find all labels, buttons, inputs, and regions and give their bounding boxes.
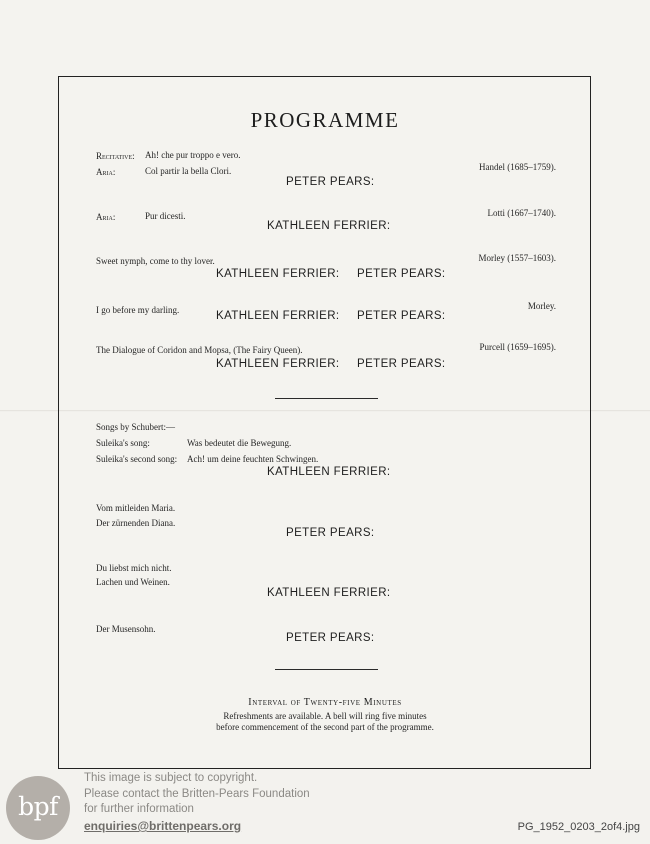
darling-title: I go before my darling. [96,305,180,315]
musensohn-performer: PETER PEARS: [286,632,375,644]
copyright-line-1: This image is subject to copyright. [84,772,258,784]
suleika-performer: KATHLEEN FERRIER: [267,466,391,478]
schubert-heading: Songs by Schubert:— [96,422,176,432]
liebst-performer: KATHLEEN FERRIER: [267,587,391,599]
section-divider-2 [275,669,378,670]
suleika1-label: Suleika's song: [96,438,150,448]
copyright-line-2: Please contact the Britten-Pears Foundation [84,788,310,800]
aria1-text: Col partir la bella Clori. [145,166,232,176]
aria2-text: Pur dicesti. [145,211,186,221]
sweet-nymph-title: Sweet nymph, come to thy lover. [96,256,215,266]
darling-performer-b: PETER PEARS: [357,310,446,322]
sweet-nymph-performer-b: PETER PEARS: [357,268,446,280]
suleika1-text: Was bedeutet die Bewegung. [187,438,292,448]
aria1-performer: PETER PEARS: [286,176,375,188]
dialogue-performer-b: PETER PEARS: [357,358,446,370]
copyright-line-3: for further information [84,803,194,815]
page-title: PROGRAMME [250,108,400,132]
interval-line-2: before commencement of the second part of the programme. [216,722,434,732]
contact-email-link[interactable]: enquiries@brittenpears.org [84,819,242,833]
aria2-performer: KATHLEEN FERRIER: [267,220,391,232]
darling-composer: Morley. [527,301,556,311]
dialogue-composer: Purcell (1659–1695). [479,342,556,352]
dialogue-title: The Dialogue of Coridon and Mopsa, (The Fairy Queen). [96,345,303,355]
aria1-label: Aria: [96,167,116,177]
sweet-nymph-composer: Morley (1557–1603). [478,253,556,263]
aria1-composer: Handel (1685–1759). [479,162,556,172]
liebst-title: Du liebst mich nicht. [96,563,172,573]
section-divider-1 [275,398,378,399]
musensohn-title: Der Musensohn. [96,624,156,634]
interval-heading: Interval of Twenty-five Minutes [248,697,402,708]
aria2-composer: Lotti (1667–1740). [487,208,556,218]
lachen-title: Lachen und Weinen. [96,577,170,587]
mitleiden-title: Vom mitleiden Maria. [96,503,176,513]
recitative-text: Ah! che pur troppo e vero. [145,150,241,160]
suleika2-text: Ach! um deine feuchten Schwingen. [187,454,319,464]
aria2-label: Aria: [96,212,116,222]
sweet-nymph-performer-a: KATHLEEN FERRIER: [216,268,340,280]
mitleiden-performer: PETER PEARS: [286,527,375,539]
suleika2-label: Suleika's second song: [96,454,178,464]
bpf-logo: bpf [6,776,70,840]
diana-title: Der zürnenden Diana. [96,518,176,528]
darling-performer-a: KATHLEEN FERRIER: [216,310,340,322]
dialogue-performer-a: KATHLEEN FERRIER: [216,358,340,370]
file-identifier: PG_1952_0203_2of4.jpg [517,821,640,833]
recitative-label: Recitative: [96,151,135,161]
interval-line-1: Refreshments are available. A bell will ring five minutes [223,711,427,721]
